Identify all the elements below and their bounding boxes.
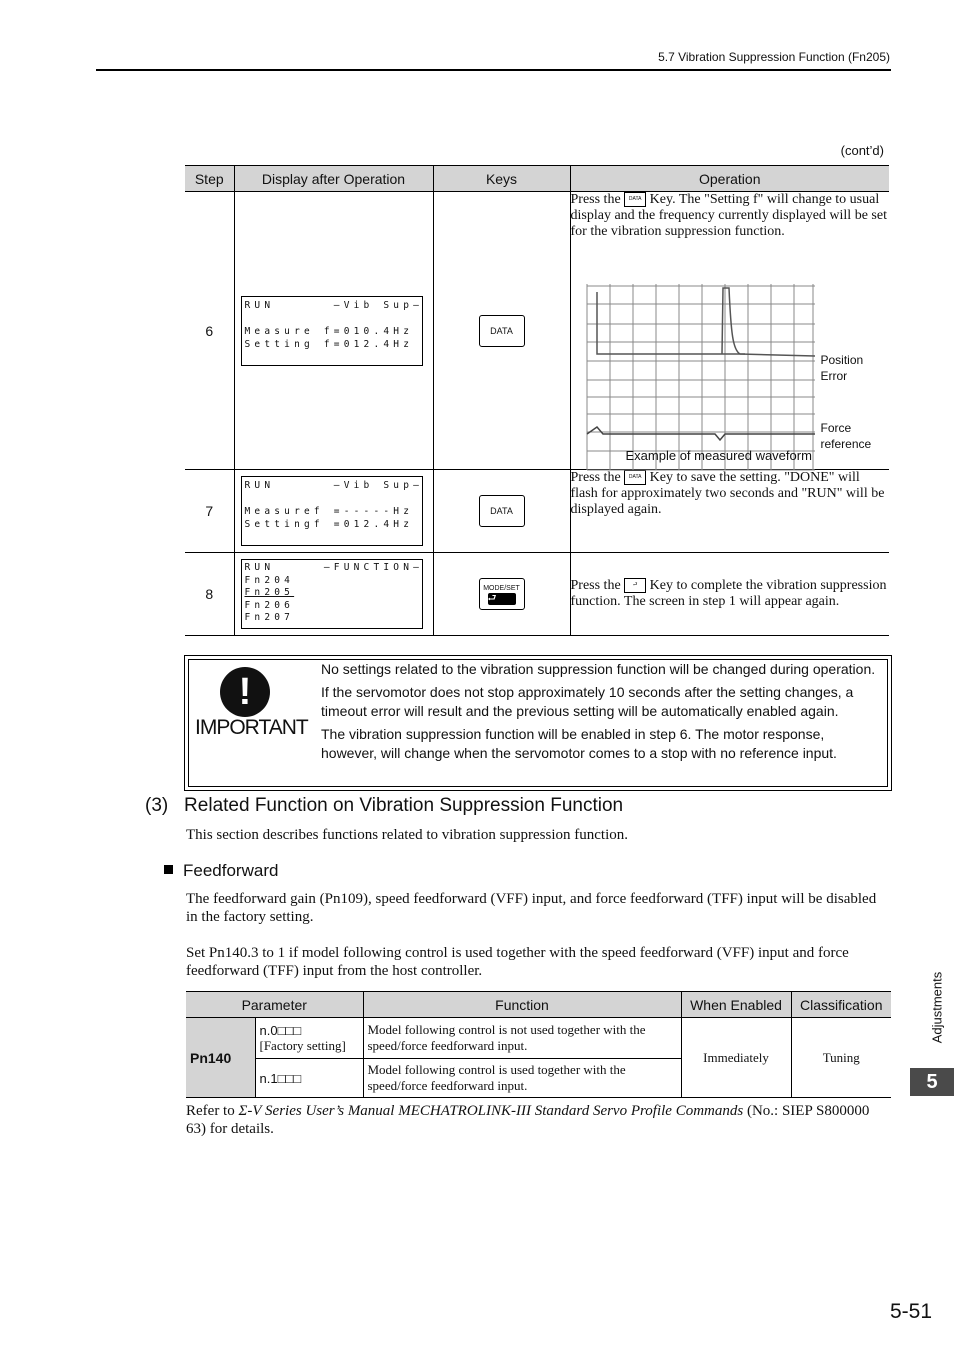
when-enabled-cell: Immediately [681, 1018, 791, 1098]
display-cell [234, 470, 433, 553]
data-key-icon: DATA [624, 192, 646, 207]
lcd-line: RUN —FUNCTION— [244, 562, 424, 573]
lcd-line: Measuref =-----Hz [244, 506, 414, 517]
col-function: Function [363, 992, 681, 1018]
display-cell [234, 553, 433, 636]
label-position-error: Error [820, 369, 848, 383]
important-item: No settings related to the vibration suppression function will be changed during operation. [321, 661, 876, 677]
keys-cell [433, 192, 570, 470]
waveform-caption: Example of measured waveform [625, 448, 812, 463]
important-item: If the servomotor does not stop approximately 10 seconds after the setting changes, a timeout error will result and the previous setting will be automatically enabled again. [321, 684, 854, 719]
header-rule [96, 69, 891, 71]
classification-cell: Tuning [791, 1018, 891, 1098]
operation-cell [570, 470, 889, 553]
exclamation-icon: ! [220, 667, 270, 717]
data-key[interactable]: DATA [479, 315, 525, 347]
feedforward-paragraph: The feedforward gain (Pn109), speed feedforward (VFF) input, and force feedforward (TFF) input will be disabled in the factory setting. [186, 891, 877, 925]
col-step: Step [185, 166, 234, 192]
label-position-error: Position [820, 353, 864, 367]
table-row [185, 192, 889, 470]
display-cell [234, 192, 433, 470]
op-text: Key to complete the vibration suppression function. The screen in step 1 will appear again. [570, 578, 887, 609]
op-text: Key to save the setting. "DONE" will flash for approximately two seconds and "RUN" will be displayed again. [570, 470, 885, 517]
keys-cell [433, 470, 570, 553]
table-row [185, 553, 889, 636]
lcd-line: Fn207 [244, 612, 295, 623]
param-value-cell [255, 1018, 363, 1059]
op-text: Press the [570, 192, 621, 207]
function-cell: Model following control is used together with the speed/force feedforward input. [363, 1059, 681, 1098]
feedforward-heading [164, 861, 278, 881]
header-title: 5.7 Vibration Suppression Function (Fn205) [658, 50, 890, 64]
col-keys: Keys [433, 166, 570, 192]
lcd-display [241, 559, 423, 629]
op-text: Press the [570, 578, 621, 593]
mode-set-key[interactable] [479, 578, 525, 610]
lcd-display [241, 476, 423, 546]
col-classification: Classification [791, 992, 891, 1018]
lcd-line [245, 492, 419, 505]
keys-cell [433, 553, 570, 636]
col-parameter: Parameter [186, 992, 363, 1018]
feedforward-heading-text: Feedforward [183, 861, 279, 880]
param-name: Pn140 [186, 1018, 255, 1098]
label-force-reference: Force [820, 421, 852, 435]
param-value: n.0□□□ [259, 1022, 302, 1038]
lcd-line: Settingf =012.4Hz [244, 519, 414, 530]
lcd-line: Fn206 [244, 599, 295, 611]
function-cell: Model following control is not used together with the speed/force feedforward input. [363, 1018, 681, 1059]
square-bullet-icon [164, 865, 173, 874]
col-display: Display after Operation [234, 166, 433, 192]
lcd-display [241, 296, 423, 366]
return-arrow-icon: ⮐ [488, 593, 516, 605]
lcd-line [245, 312, 419, 325]
lcd-line: RUN —Vib Sup— [244, 480, 424, 491]
data-key-icon: DATA [624, 470, 646, 485]
op-text: Key. The "Setting f" will change to usual display and the frequency currently displayed will be set for the vibration suppression function. [570, 192, 887, 239]
contd-label: (cont’d) [840, 143, 884, 158]
refer-suffix: (No.: SIEP S800000 63) for details. [186, 1103, 870, 1137]
lcd-line: RUN —Vib Sup— [244, 299, 424, 311]
parameter-table [186, 991, 891, 1098]
col-operation: Operation [570, 166, 889, 192]
factory-setting-note: [Factory setting] [259, 1037, 346, 1053]
operation-cell [570, 553, 889, 636]
chapter-tab: 5 [910, 1068, 954, 1096]
param-value: n.1□□□ [255, 1059, 363, 1098]
steps-table [185, 165, 889, 636]
mode-set-key-label: MODE/SET [483, 584, 520, 592]
lcd-line-selected: Fn205 [244, 587, 295, 598]
important-item: The vibration suppression function will be enabled in step 6. The motor response, however, will change when the servomotor comes to a stop with no reference input. [321, 726, 837, 761]
mode-set-key-icon: ⮐ [624, 578, 646, 593]
reference-note [186, 1102, 891, 1138]
table-row [185, 470, 889, 553]
important-box [184, 655, 892, 791]
lcd-line: Fn204 [244, 574, 295, 586]
refer-prefix: Refer to [186, 1103, 239, 1119]
lcd-line: Setting f=012.4Hz [244, 338, 414, 350]
step-number: 8 [185, 553, 234, 636]
side-label: Adjustments [929, 971, 945, 1044]
section-intro: This section describes functions related to vibration suppression function. [186, 827, 628, 843]
label-force-reference: reference [820, 437, 872, 451]
data-key[interactable]: DATA [479, 495, 525, 527]
manual-title: Σ-V Series User’s Manual MECHATROLINK-III Standard Servo Profile Commands [238, 1103, 744, 1119]
op-text: Press the [570, 470, 621, 485]
step-number: 7 [185, 470, 234, 553]
step-number: 6 [185, 192, 234, 470]
lcd-line: Measure f=010.4Hz [244, 325, 414, 337]
feedforward-paragraph: Set Pn140.3 to 1 if model following control is used together with the speed feedforward (VFF) input and force feedforward (TFF) input from the host controller. [186, 945, 849, 979]
page-number: 5-51 [889, 1300, 932, 1323]
table-row [186, 1018, 891, 1059]
important-label: IMPORTANT [195, 716, 308, 739]
col-when-enabled: When Enabled [681, 992, 791, 1018]
operation-cell [570, 192, 889, 470]
waveform-graph [585, 284, 825, 474]
section-heading: (3) Related Function on Vibration Suppression Function [145, 795, 624, 816]
